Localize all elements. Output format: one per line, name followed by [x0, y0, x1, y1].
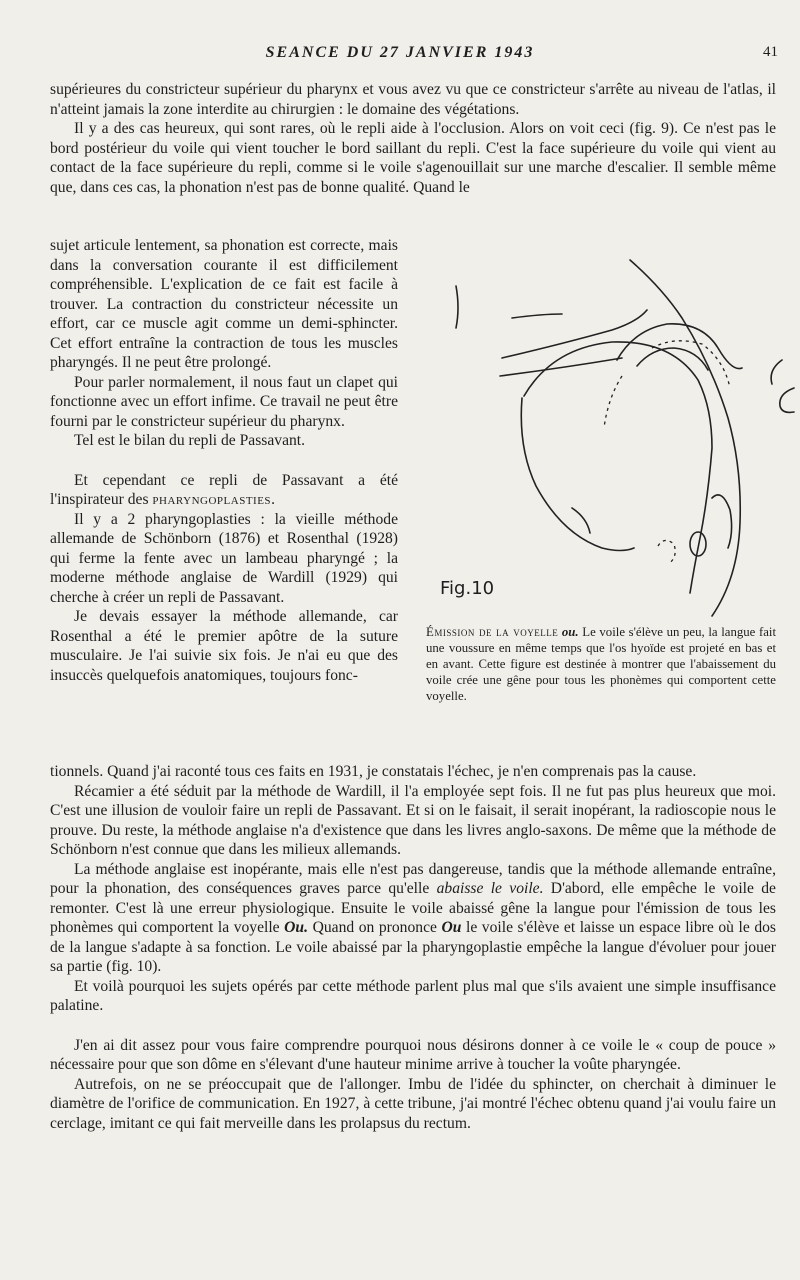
paragraph-methode-allemande: Je devais essayer la méthode allemande, car Rosenthal a été le premier apôtre de la suture musculaire. Je l'ai suivie six fois. Je n'ai eu que des insuccès quelquefois anatomiques, toujours fonc-	[50, 608, 398, 684]
page-header	[0, 44, 800, 66]
nostril-c-2	[780, 388, 794, 412]
paragraph-sujet-articule: sujet articule lentement, sa phonation est correcte, mais dans la conversation courante il est difficilement compréhensible. L'explication de ce fait est facile à trouver. La contraction du constricteur nécessite un effort, car ce muscle agit comme un demi-sphincter. Cet effort entraîne la contraction de tous les muscles pharyngés. Il ne peut être prolongé.	[50, 237, 398, 371]
inspirateur-text: Et cependant ce repli de Passavant a été l'inspirateur des	[50, 471, 398, 508]
paragraph-inspirateur	[50, 471, 398, 510]
paragraph-recamier: Récamier a été séduit par la méthode de Wardill, il l'a employée sept fois. Il ne fut pas plus heureux que moi. C'est une illusion de vouloir faire un repli de Passavant. Et si on le faisait, il serait inopérant, la radioscopie nous le prouve. Du reste, la méthode anglaise n'a d'existence que dans les livres anglo-saxons. De même que la méthode de Schönborn n'est connue que dans les milieux allemands.	[50, 782, 776, 858]
epiglottis-dotted	[658, 540, 675, 564]
top-text-block	[50, 80, 776, 197]
vowel-ou-1: Ou.	[284, 919, 309, 936]
lower-lip-line	[572, 508, 590, 533]
paragraph-autrefois: Autrefois, on ne se préoccupait que de l'allonger. Imbu de l'idée du sphincter, on cherchait à diminuer le diamètre de l'orifice de communication. En 1927, à cette tribune, j'ai montré l'échec obtenu quand j'ai voulu faire un cerclage, imitant ce qui fait merveille dans les prolapsus du rectum.	[50, 1075, 776, 1132]
figure-caption	[426, 624, 776, 704]
paragraph-deux-pharyngoplasties: Il y a 2 pharyngoplasties : la vieille méthode allemande de Schönborn (1876) et Rosenthal (1928) qui ferme la fente avec un lambeau pharyngé ; la moderne méthode anglaise de Wardill (1929) qui cherche à créer un repli de Passavant.	[50, 510, 398, 606]
pharynx-outline	[630, 260, 740, 616]
figure-label: Fig.10	[440, 578, 495, 599]
velum-inner-curve	[637, 348, 708, 370]
running-title: SEANCE DU 27 JANVIER 1943	[265, 44, 535, 61]
paragraph-methode-anglaise	[50, 860, 776, 977]
pharyngoplasties-term: pharyngoplasties	[152, 491, 272, 508]
lip-line	[500, 358, 622, 376]
page-number: 41	[763, 44, 778, 60]
ou-text-4: le voile s'élève et laisse un espace libre où le dos de la langue s'adapte à sa fonction. Le voile abaissé par la pharyngoplastie empêche la langue d'évoluer pour jouer sa partie (fig. 10).	[50, 919, 777, 975]
tongue-dotted-position	[604, 376, 622, 428]
figure-10-drawing	[412, 248, 800, 628]
nose-bridge-line	[456, 286, 458, 328]
paragraph-parler-normalement: Pour parler normalement, il nous faut un clapet qui fonctionne avec un effort infime. Ce travail ne peut être fourni par le constricteur supérieur du pharynx.	[50, 373, 398, 430]
nasal-floor-line	[512, 314, 562, 318]
tongue-contour	[524, 342, 712, 593]
ou-text-1: La méthode anglaise est inopérante, mais elle n'est pas dangereuse, tandis que la méthode allemande entraîne, pour la phonation, des conséquences graves parce qu'elle	[50, 860, 776, 897]
paragraph-tionnels: tionnels. Quand j'ai raconté tous ces faits en 1931, je constatais l'échec, je n'en comprenais pas la cause.	[50, 763, 697, 780]
caption-lead: Émission de la voyelle	[426, 625, 559, 639]
paragraph-constricteur: supérieures du constricteur supérieur du pharynx et vous avez vu que ce constricteur s'arrête au niveau de l'atlas, il n'atteint jamais la zone interdite au chirurgien : le domaine des végétations.	[50, 81, 776, 118]
ou-text-2: D'abord, elle empêche le voile de remonter. C'est là une erreur physiologique. Ensuite le voile abaissé gêne la langue pour l'émission de tous les phonèmes qui comportent la voyelle	[50, 880, 776, 936]
paragraph-bilan: Tel est le bilan du repli de Passavant.	[74, 432, 306, 449]
abaisse-le-voile: abaisse le voile.	[436, 880, 544, 897]
velum-curve	[617, 324, 742, 369]
vowel-ou-2: Ou	[441, 919, 462, 936]
inspirateur-end: .	[271, 491, 275, 508]
paragraph-coup-de-pouce: J'en ai dit assez pour vous faire comprendre pourquoi nous désirons donner à ce voile le « coup de pouce » nécessaire pour que son dôme en s'élevant d'une hauteur minime arrive à toucher la voûte pharyngée.	[50, 1036, 776, 1073]
nostril-c-1	[771, 360, 782, 384]
paragraph-voila-pourquoi: Et voilà pourquoi les sujets opérés par cette méthode parlent plus mal que s'ils avaient une simple insuffisance palatine.	[50, 977, 776, 1014]
jaw-line	[521, 398, 634, 551]
caption-body: Le voile s'élève un peu, la langue fait une voussure en même temps que l'os hyoïde est projeté en bas et en avant. Cette figure est destinée à montrer que l'abaissement du voile crée une gêne pour tous les phonèmes qui comportent cette voyelle.	[426, 625, 777, 703]
ou-text-3: Quand on prononce	[308, 919, 442, 936]
paragraph-cas-heureux: Il y a des cas heureux, qui sont rares, où le repli aide à l'occlusion. Alors on voit ceci (fig. 9). Ce n'est pas le bord postérieur du voile qui vient toucher le bord saillant du repli. C'est la face supérieure du voile qui vient au contact de la face supérieure du repli, comme si le voile s'agenouillait sur une marche d'escalier. Il semble même que, dans ces cas, la phonation n'est pas de bonne qualité. Quand le	[50, 120, 776, 196]
caption-vowel: ou.	[561, 625, 579, 639]
epiglottis-line	[712, 495, 732, 548]
bottom-text-block	[50, 762, 776, 1133]
left-column-text	[50, 236, 398, 685]
